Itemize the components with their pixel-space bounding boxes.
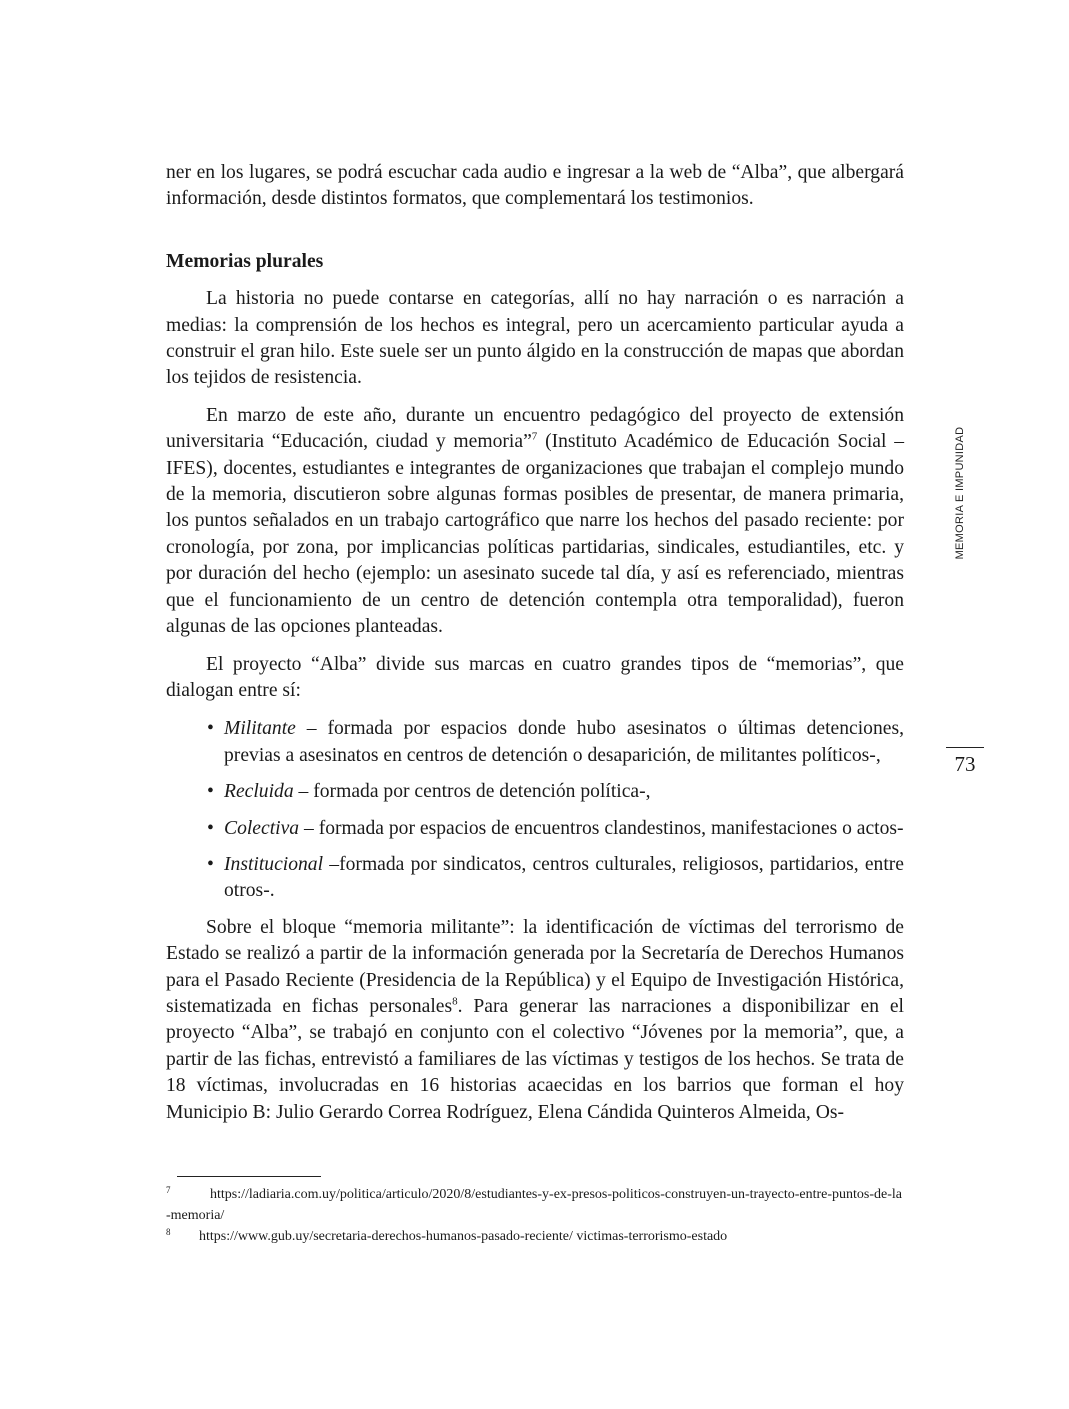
list-text: – formada por espacios donde hubo asesinatos o últimas detenciones, previas a asesinatos en centros de detención o desaparición, de militantes políticos-,: [224, 718, 904, 766]
paragraph-2: [166, 403, 904, 641]
paragraph-4: [166, 915, 904, 1126]
bullet-icon: •: [207, 853, 214, 875]
paragraph-2-part-a: En marzo de este año, durante un encuentro pedagógico del proyecto de extensión universitaria “Educación, ciudad y memoria”: [166, 404, 904, 453]
list-term: Recluida: [224, 781, 294, 803]
paragraph-4-part-a: Sobre el bloque “memoria militante”: la identificación de víctimas del terrorismo de Estado se realizó a partir de la información generada por la Secretaría de Derechos Humanos para el Pasado Reciente (Presidencia de la República) y el Equipo de Investigación Histórica, sistematizada en fichas personales: [166, 916, 904, 1017]
footnote-link[interactable]: https://ladiaria.com.uy/politica/articulo/2020/8/estudiantes-y-ex-presos-politicos-construyen-un-trayecto-entre-puntos-de-la-memoria/: [166, 1187, 903, 1223]
list-term: Colectiva: [224, 817, 300, 839]
footnote-link[interactable]: https://www.gub.uy/secretaria-derechos-humanos-pasado-reciente/ victimas-terrorismo-estado: [199, 1229, 728, 1244]
footnote-mark: 7: [166, 1185, 171, 1195]
footnote-7: [166, 1184, 904, 1226]
list-text: – formada por espacios de encuentros clandestinos, manifestaciones o actos-: [299, 817, 904, 839]
list-term: Militante: [224, 718, 296, 740]
page-number-rule: [946, 747, 984, 748]
footnote-8: [166, 1226, 904, 1247]
paragraph-2-part-b: (Instituto Académico de Educación Social – IFES), docentes, estudiantes e integrantes de organizaciones que trabajan el complejo mundo de la memoria, discutieron sobre algunas formas posibles de presentar, de manera primaria, los puntos señalados en un trabajo cartográfico que narre los hechos del pasado reciente: por cronología, por zona, por implicancias políticas partidarias, sindicales, estudiantiles, etc. y por duración del hecho (ejemplo: un asesinato sucede tal día, y así es referenciado, mientras que el funcionamiento de un centro de detención contempla otra temporalidad), fueron algunas de las opciones planteadas.: [166, 431, 905, 638]
page-number: 73: [954, 752, 976, 776]
list-text: –formada por sindicatos, centros culturales, religiosos, partidarios, entre otros-.: [224, 853, 904, 902]
footnote-ref-7: 7: [531, 430, 538, 443]
paragraph-1: La historia no puede contarse en categorías, allí no hay narración o es narración a medias: la comprensión de los hechos es integral, pero un acercamiento particular ayuda a construir el gran hilo. Este suele ser un punto álgido en la construcción de mapas que abordan los tejidos de resistencia.: [166, 288, 904, 389]
list-text: – formada por centros de detención política-,: [293, 781, 651, 803]
section-heading: Memorias plurales: [166, 250, 324, 272]
footnote-ref-8: 8: [452, 995, 458, 1008]
footnote-separator: [177, 1176, 321, 1177]
bullet-icon: •: [207, 817, 214, 839]
bullet-icon: •: [207, 781, 214, 803]
list-item-recluida: [207, 779, 904, 805]
paragraph-3: El proyecto “Alba” divide sus marcas en cuatro grandes tipos de “memorias”, que dialogan entre sí:: [166, 653, 904, 701]
main-text-column: [166, 160, 904, 1126]
list-item-colectiva: [207, 816, 904, 842]
footnotes: [166, 1184, 904, 1247]
paragraph-4-part-b: . Para generar las narraciones a disponibilizar en el proyecto “Alba”, se trabajó en conjunto con el colectivo “Jóvenes por la memoria”, que, a partir de las fichas, entrevistó a familiares de las víctimas y testigos de los hechos. Se trata de 18 víctimas, involucradas en 16 historias acaecidas en los barrios que forman el hoy Municipio B: Julio Gerardo Correa Rodríguez, Elena Cándida Quinteros Almeida, Os-: [166, 995, 905, 1123]
list-term: Institucional: [224, 853, 324, 875]
footnote-mark: 8: [166, 1227, 171, 1237]
running-section-label: [949, 418, 971, 568]
intro-paragraph: ner en los lugares, se podrá escuchar cada audio e ingresar a la web de “Alba”, que albergará información, desde distintos formatos, que complementará los testimonios.: [166, 162, 904, 210]
bullet-icon: •: [207, 718, 214, 740]
running-section-text: MEMORIA E IMPUNIDAD: [954, 426, 966, 560]
memory-types-list: [166, 716, 904, 904]
list-item-institucional: [207, 852, 904, 905]
list-item-militante: [207, 716, 904, 769]
